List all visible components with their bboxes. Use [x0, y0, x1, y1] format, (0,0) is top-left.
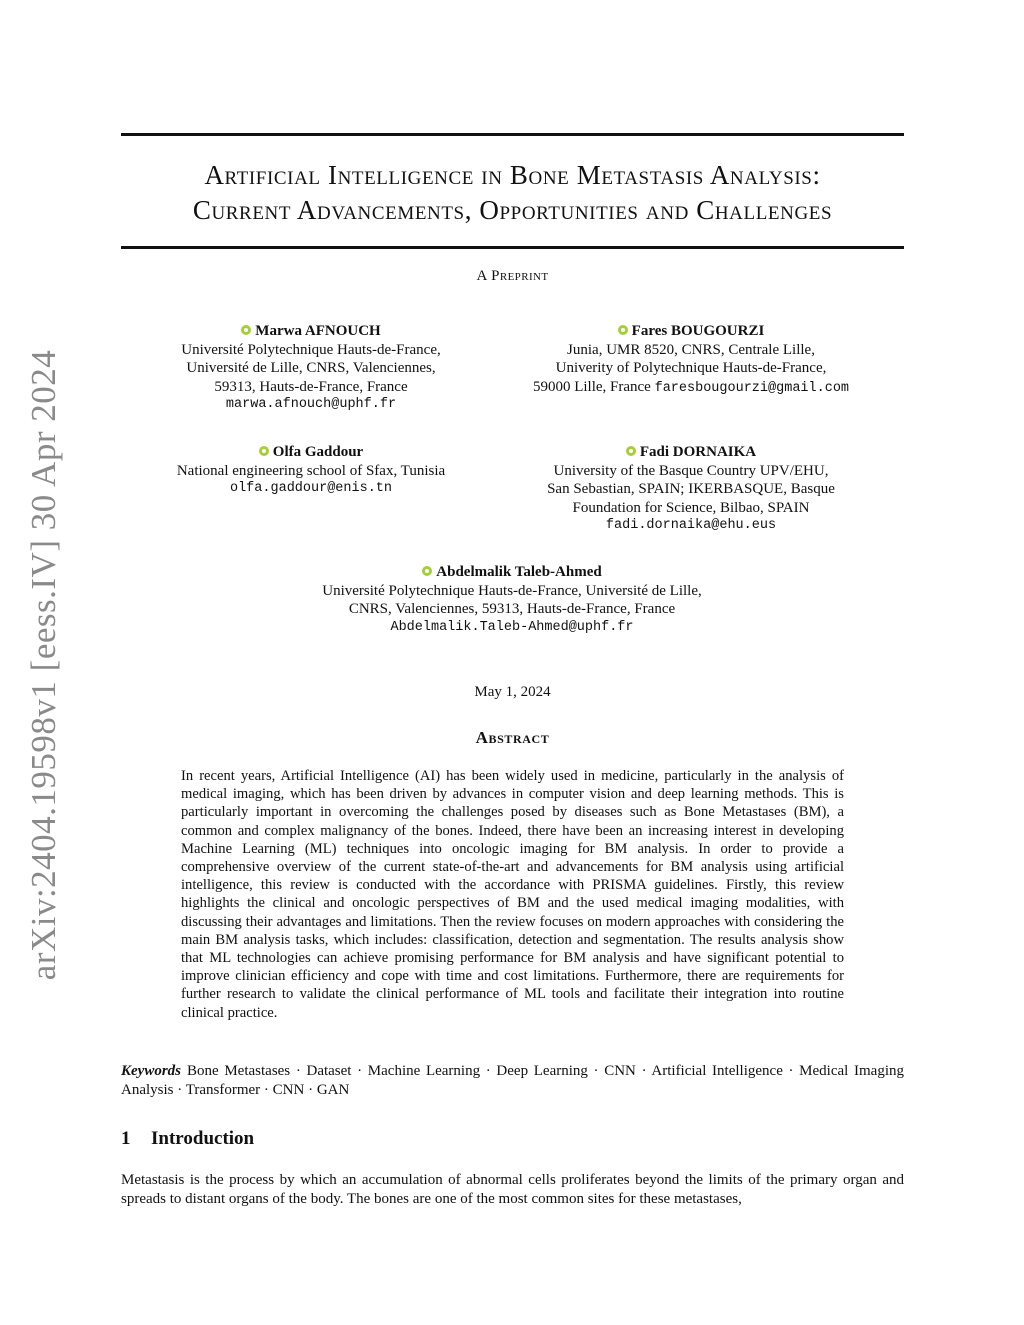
author-affiliation: Université de Lille, CNRS, Valenciennes, — [186, 360, 436, 376]
author-block-dornaika — [501, 443, 881, 536]
author-email[interactable]: fadi.dornaika@ehu.eus — [605, 518, 777, 533]
author-affiliation: Univerity of Polytechnique Hauts-de-France, — [555, 360, 827, 376]
abstract-heading: Abstract — [475, 728, 550, 747]
author-affiliation: University of the Basque Country UPV/EHU, — [553, 462, 829, 479]
author-name: Abdelmalik Taleb-Ahmed — [436, 564, 602, 580]
author-affiliation: Université Polytechnique Hauts-de-France, — [181, 341, 441, 358]
author-affiliation: National engineering school of Sfax, Tunisia — [176, 462, 446, 479]
author-block-bougourzi — [501, 322, 881, 398]
author-block-afnouch — [141, 322, 481, 415]
top-rule — [121, 133, 904, 136]
keywords-label: Keywords — [121, 1063, 181, 1079]
author-email[interactable]: olfa.gaddour@enis.tn — [229, 481, 393, 496]
author-name: Marwa AFNOUCH — [255, 323, 381, 339]
author-affiliation: Foundation for Science, Bilbao, SPAIN — [572, 499, 810, 516]
title-line-1: Artificial Intelligence in Bone Metastasis Analysis: — [204, 160, 821, 190]
orcid-icon[interactable] — [618, 325, 628, 335]
bottom-rule — [121, 246, 904, 249]
arxiv-sidebar-stamp: arXiv:2404.19598v1 [eess.IV] 30 Apr 2024 — [24, 349, 63, 981]
author-name: Fadi DORNAIKA — [639, 444, 757, 460]
author-affiliation: CNRS, Valenciennes, 59313, Hauts-de-France, France — [348, 601, 676, 617]
publication-date: May 1, 2024 — [474, 684, 551, 700]
section-number: 1 — [121, 1128, 131, 1149]
preprint-label: A Preprint — [476, 268, 549, 284]
author-block-taleb-ahmed — [262, 563, 762, 637]
introduction-text: Metastasis is the process by which an accumulation of abnormal cells proliferates beyond the limits of the primary organ and spreads to distant organs of the body. The bones are one of the most common sites for these metastases, — [121, 1172, 904, 1207]
author-name: Olfa Gaddour — [272, 444, 364, 460]
section-title: Introduction — [151, 1128, 255, 1149]
section-heading-introduction — [121, 1128, 254, 1150]
author-email[interactable]: marwa.afnouch@uphf.fr — [225, 397, 397, 412]
title-line-2: Current Advancements, Opportunities and Challenges — [192, 195, 833, 225]
orcid-icon[interactable] — [626, 446, 636, 456]
abstract-text: In recent years, Artificial Intelligence (AI) has been widely used in medicine, particularly in the analysis of medical imaging, which has been driven by advances in computer vision and deep learning methods. This is particularly important in overcoming the challenges posed by diseases such as Bone Metastases (BM), a common and complex malignancy of the bones. Indeed, there have been an increasing interest in developing Machine Learning (ML) techniques into oncologic imaging for BM analysis. In order to provide a comprehensive overview of the current state-of-the-art and advancements for BM analysis using artificial intelligence, this review is conducted with the accordance with PRISMA guidelines. Firstly, this review highlights the clinical and oncologic perspectives of BM and the used medical imaging modalities, with discussing their advantages and limitations. Then the review focuses on modern approaches with considering the main BM analysis tasks, which includes: classification, detection and segmentation. The results analysis show that ML technologies can achieve promising performance for BM analysis and have significant potential to improve clinician efficiency and cope with time and cost limitations. Furthermore, there are requirements for further research to validate the clinical performance of ML tools and facilitate their integration into routine clinical practice. — [181, 768, 844, 1021]
orcid-icon[interactable] — [241, 325, 251, 335]
author-affiliation: Université Polytechnique Hauts-de-France, Université de Lille, — [322, 582, 702, 599]
author-block-gaddour — [141, 443, 481, 499]
author-affiliation: 59000 Lille, France — [532, 378, 651, 395]
author-name: Fares BOUGOURZI — [631, 323, 765, 339]
keywords-paragraph — [121, 1062, 904, 1099]
paper-title — [121, 158, 904, 228]
author-affiliation: Junia, UMR 8520, CNRS, Centrale Lille, — [567, 341, 815, 358]
author-affiliation: San Sebastian, SPAIN; IKERBASQUE, Basque — [547, 481, 835, 497]
author-affiliation: 59313, Hauts-de-France, France — [214, 378, 408, 395]
keywords-list: Bone Metastases · Dataset · Machine Learning · Deep Learning · CNN · Artificial Intelligence · Medical Imaging Analysis · Transformer · CNN · GAN — [121, 1063, 904, 1098]
author-email[interactable]: faresbougourzi@gmail.com — [654, 380, 850, 396]
orcid-icon[interactable] — [259, 446, 269, 456]
author-email[interactable]: Abdelmalik.Taleb-Ahmed@uphf.fr — [390, 619, 634, 635]
orcid-icon[interactable] — [422, 566, 432, 576]
